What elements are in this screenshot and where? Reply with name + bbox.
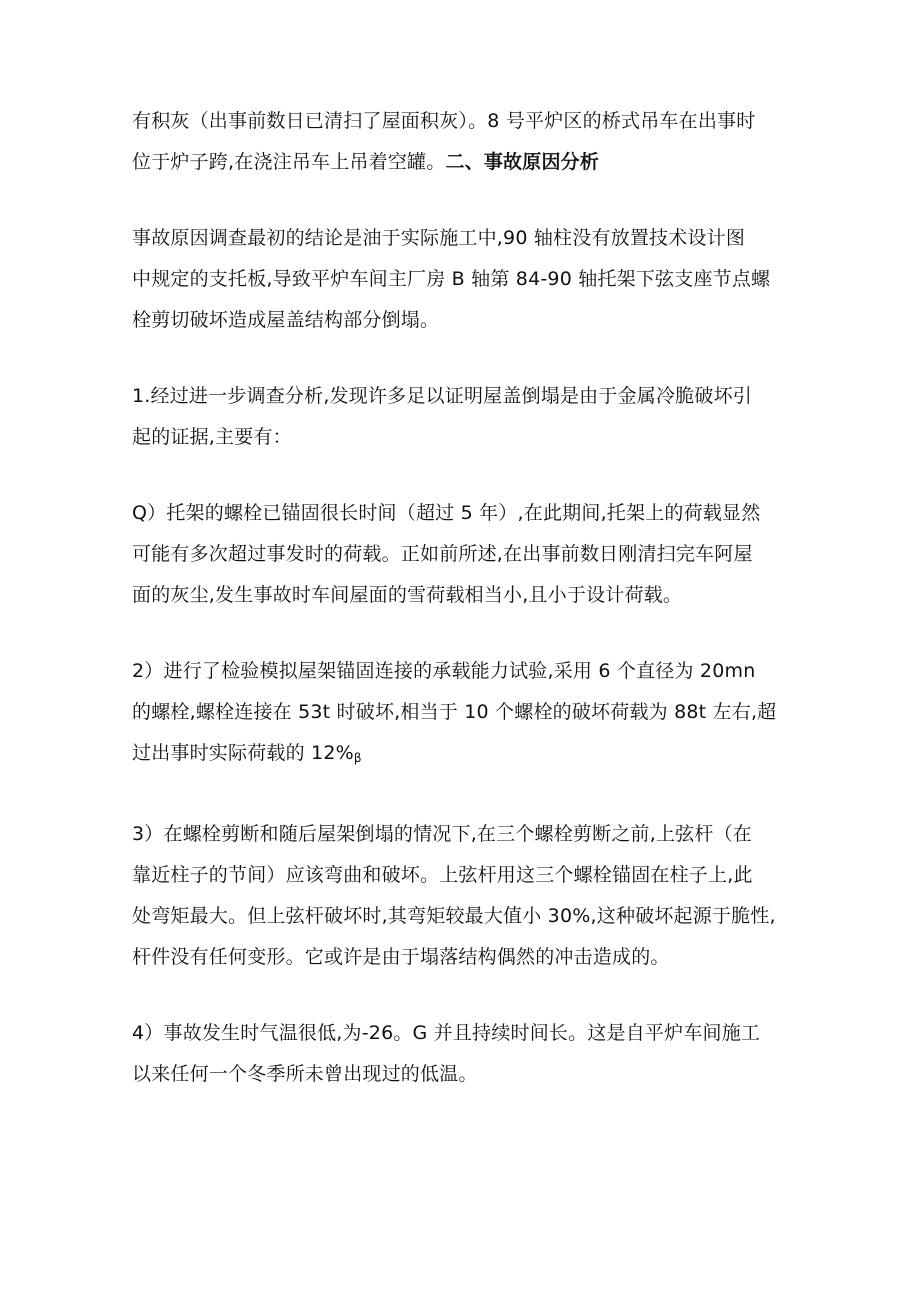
paragraph-initial-conclusion bbox=[132, 218, 792, 341]
paragraph-item-2 bbox=[132, 651, 792, 779]
text-line-with-heading bbox=[132, 142, 792, 183]
text-line: 事故原因调查最初的结论是油于实际施工中,90 轴柱没有放置技术设计图 bbox=[132, 227, 746, 249]
text-line-with-subscript bbox=[132, 733, 792, 779]
text-line: 起的证据,主要有： bbox=[132, 426, 292, 448]
document-page bbox=[132, 101, 792, 1130]
text-line: 以来任何一个冬季所未曾出现过的低温。 bbox=[132, 1063, 478, 1085]
text-line: 面的灰尘,发生事故时车间屋面的雪荷载相当小,且小于设计荷载。 bbox=[132, 584, 683, 606]
text-line: 中规定的支托板,导致平炉车间主厂房 B 轴第 84-90 轴托架下弦支座节点螺 bbox=[132, 268, 771, 290]
section-heading: 二、事故原因分析 bbox=[445, 151, 600, 173]
text-line: 过出事时实际荷载的 12% bbox=[132, 742, 354, 764]
text-line: 的螺栓,螺栓连接在 53t 时破坏,相当于 10 个螺栓的破坏荷载为 88t 左右,超 bbox=[132, 701, 777, 723]
text-line: 可能有多次超过事发时的荷载。正如前所述,在出事前数日刚清扫完车阿屋 bbox=[132, 543, 753, 565]
paragraph-item-4 bbox=[132, 1013, 792, 1095]
paragraph-item-1 bbox=[132, 376, 792, 458]
text-line: 3）在螺栓剪断和随后屋架倒塌的情况下,在三个螺栓剪断之前,上弦杆（在 bbox=[132, 823, 752, 845]
text-line: 处弯矩最大。但上弦杆破坏时,其弯矩较最大值小 30%,这种破坏起源于脆性, bbox=[132, 905, 776, 927]
text-line: 栓剪切破坏造成屋盖结构部分倒塌。 bbox=[132, 309, 440, 331]
text-line: 位于炉子跨,在浇注吊车上吊着空罐。 bbox=[132, 151, 446, 173]
text-line: 靠近柱子的节间）应该弯曲和破坏。上弦杆用这三个螺栓锚固在柱子上,此 bbox=[132, 864, 753, 886]
text-line: Q）托架的螺栓已锚固很长时间（超过 5 年）,在此期间,托架上的荷载显然 bbox=[132, 502, 761, 524]
text-line: 1.经过进一步调查分析,发现许多足以证明屋盖倒塌是由于金属冷脆破坏引 bbox=[132, 385, 752, 407]
paragraph-intro bbox=[132, 101, 792, 183]
text-line: 杆件没有任何变形。它或许是由于塌落结构偶然的冲击造成的。 bbox=[132, 946, 670, 968]
text-line: 2）进行了检验模拟屋架锚固连接的承载能力试验,采用 6 个直径为 20mn bbox=[132, 660, 756, 682]
text-line: 有积灰（出事前数日已清扫了屋面积灰）。8 号平炉区的桥式吊车在出事时 bbox=[132, 110, 756, 132]
paragraph-item-3 bbox=[132, 814, 792, 978]
text-line: 4）事故发生时气温很低,为-26。G 并且持续时间长。这是自平炉车间施工 bbox=[132, 1022, 761, 1044]
trailing-subscript: β bbox=[353, 751, 362, 765]
paragraph-item-q bbox=[132, 493, 792, 616]
